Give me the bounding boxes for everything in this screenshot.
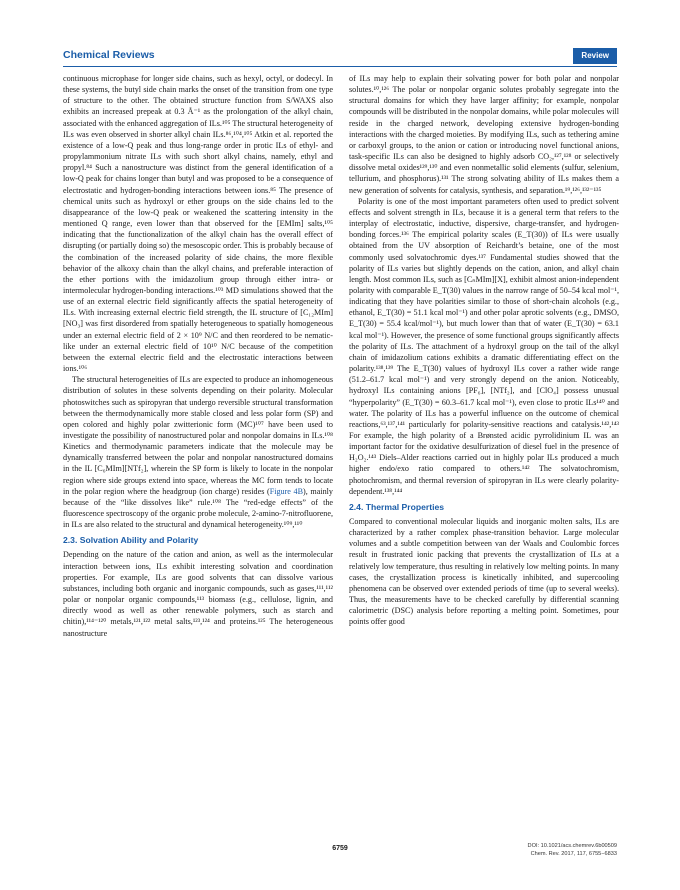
paragraph-text: ), mainly because of the “like dissolves like” rule.¹⁰⁸ The “red-edge effects” of the fluorescence spectroscopy of the organic probe molecule, 2-amino-7-nitrofluorene, in ILs are also related to the structural and dynamical heterogeneity.¹⁰⁹,¹¹⁰ xyxy=(63,486,333,530)
paragraph-structural-heterogeneities xyxy=(63,374,333,530)
page-number: 6759 xyxy=(332,845,348,852)
right-column xyxy=(349,73,619,833)
paragraph-thermal: Compared to conventional molecular liquids and inorganic molten salts, ILs are characterized by a rather complex phase-transition behavior. Large molecular volumes and a subtle competition between van der Waals and Coulombic forces result in frustrated ionic packing that prevents the crystallization of ILs at a relatively low temperature, thus resulting in relatively low melting points. In many cases, the crystallization process is kinetically inhibited, and supercooling phenomena can be observed over extended periods of time (up to several weeks). Thus, the measurements have to be checked carefully by differential scanning calorimetric (DSC) analysis before reporting a melting point. Sometimes, pour points offer good xyxy=(349,516,619,627)
paragraph-solvation: Depending on the nature of the cation and anion, as well as the intermolecular interaction between ions, ILs exhibit interesting solvation and coordination properties. For example, ILs are good solvents that can dissolve various substances, including both organic and inorganic compounds, such as gases,¹¹¹,¹¹² polar or nonpolar organic compounds,¹¹³ biomass (e.g., cellulose, lignin, and directly wood as well as other renewable polymers, such as starch and chitin),¹¹⁴⁻¹²⁰ metals,¹²¹,¹²² metal salts,¹²³,¹²⁴ and proteins.¹²⁵ The heterogeneous nanostructure xyxy=(63,550,333,638)
footer-citation xyxy=(528,843,617,858)
section-heading-thermal: 2.4. Thermal Properties xyxy=(349,501,445,512)
left-column xyxy=(63,73,333,833)
page-header xyxy=(63,48,617,67)
citation-text: Chem. Rev. 2017, 117, 6755−6833 xyxy=(530,850,617,857)
section-heading-solvation: 2.3. Solvation Ability and Polarity xyxy=(63,535,199,546)
article-type-badge: Review xyxy=(573,48,617,64)
figure-4b-link[interactable]: Figure 4B xyxy=(269,486,304,496)
doi-text: DOI: 10.1021/acs.chemrev.6b00509 xyxy=(527,843,617,849)
paragraph-solvating-power: of ILs may help to explain their solvating power for both polar and nonpolar solutes.¹⁰,¹²⁶ The polar or nonpolar organic solutes probably segregate into the structural domains for which they have larger affinity; for example, nonpolar compounds will be distributed in the nonpolar domains, while polar molecules will reside in the charged network, developing extensive hydrogen-bonding interactions with the charged moieties. By modifying ILs, such as tethering amine or carboxyl groups, to the anion or cation or introducing novel functional anions, task-specific ILs can also be designed to highly adsorb CO₂,¹²⁷,¹²⁸ or selectively dissolve metal oxides¹²⁹,¹³⁰ and even nonmetallic solid elements (sulfur, selenium, tellurium, and phosphorus).¹³¹ The strong solvating ability of ILs makes them a new generation of solvents for catalysis, synthesis, and separation.¹⁹,¹²⁶,¹³²⁻¹³⁵ xyxy=(349,74,619,195)
paragraph-text: The structural heterogeneities of ILs are expected to produce an inhomogeneous distribution of solutes in these solvents depending on their polarity. Molecular photoswitches such as spiropyran that undergo reversible structural transformation between the thermodynamically more stable closed and less polar form (SP) and open colored and highly polar zwitterionic form (MC)¹⁰⁷ have been used to investigate the possibility of nanostructured polar and nonpolar domains in ILs.¹⁰⁸ Kinetics and thermodynamic parameters indicate that the molecule may be dynamically transferred between the polar and nonpolar nanostructured domains in the IL [C₆MIm][NTf₂], wherein the SP form is likely to locate in the nonpolar region where side groups extend into space, whereas the MC form tends to locate in the polar region where the headgroup (ion charge) resides ( xyxy=(63,375,333,496)
paragraph-polarity: Polarity is one of the most important parameters often used to predict solvent effects and solvent strength in ILs, because it is a general term that refers to the interplay of electrostatic, inductive, dispersive, charge-transfer, and hydrogen-bonding forces.¹³⁶ The empirical polarity scales (E_T(30)) of ILs were usually obtained from the UV absorption of Reichardt’s betaine, one of the most commonly used solvatochromic dyes.¹³⁷ Fundamental studies showed that the polarity of ILs varies but slightly depends on the cation, anion, and alkyl chain length. Most common ILs, such as [CₙMIm][X], exhibit almost anion-independent polarity with comparable E_T(30) values in the narrow range of 50–54 kcal mol⁻¹, indicating that they have polarities similar to those of short-chain alcohols (e.g., ethanol, E_T(30) = 51.1 kcal mol⁻¹) and other polar aprotic solvents (e.g., DMSO, E_T(30) = 55.4 kcal/mol⁻¹), but much lower than that of water (E_T(30) = 63.1 kcal mol⁻¹). However, the presence of some functional groups significantly affects the polarity of ILs. The attachment of a hydroxyl group on the tail of the alkyl chain of imidazolium cations exhibits a dramatic differentiating effect on the polarity.¹³⁸,¹³⁹ The E_T(30) values of hydroxyl ILs cover a rather wide range (51.2–61.7 kcal mol⁻¹) and very strongly depend on the anion. Noticeably, hydroxyl ILs containing anions [PF₆], [NTf₂], and [ClO₄] possess unusual “hyperpolarity” (E_T(30) = 60.3–61.7 kcal mol⁻¹), even close to protic ILs¹⁴⁰ and water. The polarity of ILs has a powerful influence on the outcome of chemical reactions,⁶³,¹³⁷,¹⁴¹ particularly for polarity-sensitive reactions and catalysis.¹⁴²,¹⁴³ For example, the high polarity of a Brønsted acidic pyrrolidinium IL was an important factor for the oxidative desulfurization of diesel fuel in the presence of H₂O₂.¹⁴³ Diels–Alder reactions carried out in highly polar ILs produced a much higher endo/exo ratio compared to others.¹⁴² The solvatochromism, photochromism, and thermal reversion of spiropyran in ILs were clearly polarity-dependent.¹³⁸,¹⁴⁴ xyxy=(349,196,619,496)
journal-name: Chemical Reviews xyxy=(63,49,155,61)
paragraph-heterogeneity-end: continuous microphase for longer side chains, such as hexyl, octyl, or dodecyl. In these systems, the butyl side chain marks the onset of the transition from one type of structure to the other. The obtained structure function from S/WAXS also exhibits an increased prepeak at 0.3 Å⁻¹ as the prolongation of the alkyl chain, associated with the enhanced aggregation of ILs.¹⁰⁵ The structural heterogeneity of ILs was even observed in shorter alkyl chain ILs.⁸⁶,¹⁰⁴,¹⁰⁵ Atkin et al. reported the existence of a low-Q peak and thus long-range order in protic ILs of ethyl- and propylammonium nitrate ILs with such short alkyl chains, namely, ethyl and propyl.⁸⁴ Such a nanostructure was distinct from the general identification of a low-Q peak for chains longer than butyl and was proposed to be a consequence of electrostatic and hydrogen-bonding interactions between ions.⁸⁵ The presence of chemical units such as hydroxyl or ether groups on the side chains led to the disappearance of the low-Q peak or weakened the scattering intensity in the mentioned Q range, even lower than that observed for the [EMIm] salts,¹⁰⁵ indicating that the functionalization of the alkyl chain has the overall effect of disrupting (or partially doing so) the mesoscopic order. This is probably because of the combination of the increased polarity of side chains, the more flexible behavior of the alkoxy chain than the alkyl chains, and preferable interaction of the ether portions with the imidazolium group through either intra- or intermolecular hydrogen-bonding interactions.¹⁰³ MD simulations showed that the use of an external electric field significantly affects the spatial heterogeneity of ILs. With increasing external electric field strength, the IL structure of [C₁₂MIm][NO₃] was first disordered from spatially heterogeneous to spatially homogeneous under an external electric field of 2 × 10⁹ N/C and then reordered to be nematic-like under an external electric field of 10¹⁰ N/C because of the competition between the external electric field and the electrostatic interactions between ions.¹⁰⁶ xyxy=(63,74,333,374)
